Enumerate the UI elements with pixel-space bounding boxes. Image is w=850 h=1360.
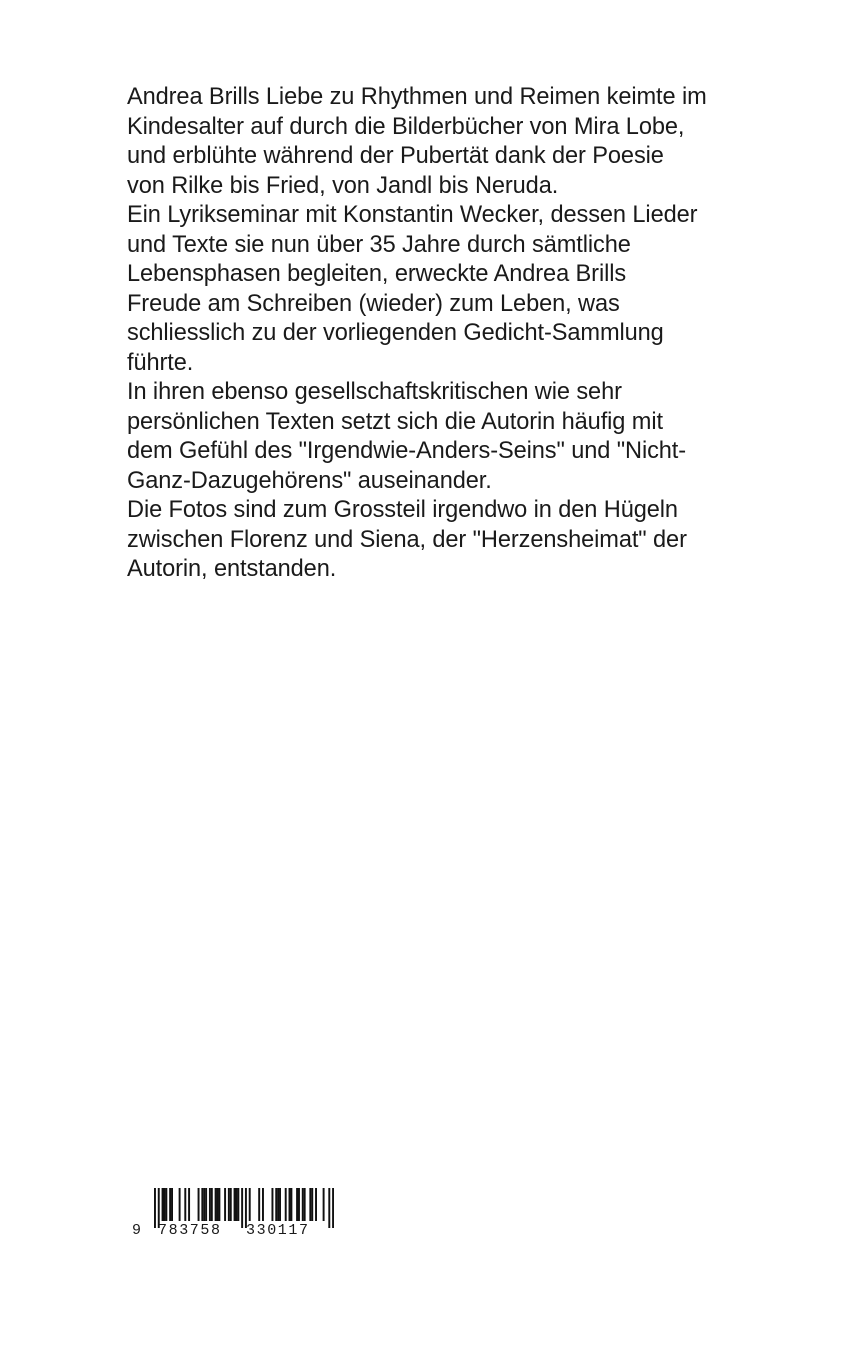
- barcode-bar: [234, 1188, 236, 1221]
- blurb-line: Autorin, entstanden.: [127, 556, 337, 582]
- barcode-bar: [302, 1188, 304, 1221]
- barcode-bar: [217, 1188, 219, 1221]
- barcode-bar: [203, 1188, 205, 1221]
- barcode-bar: [188, 1188, 190, 1221]
- barcode-bar: [315, 1188, 317, 1221]
- barcode-bar: [289, 1188, 291, 1221]
- blurb-line: zwischen Florenz und Siena, der "Herzensheimat" der: [127, 526, 687, 553]
- isbn-barcode: [130, 1188, 340, 1244]
- barcode-lead-digit: 9: [132, 1222, 143, 1239]
- barcode-bar: [249, 1188, 251, 1221]
- barcode-bar: [290, 1188, 292, 1221]
- barcode-bar: [179, 1188, 181, 1221]
- barcode-bar: [304, 1188, 306, 1221]
- blurb-line: von Rilke bis Fried, von Jandl bis Neruda.: [127, 172, 559, 199]
- blurb-line: schliesslich zu der vorliegenden Gedicht-Sammlung: [127, 320, 664, 346]
- barcode-bar: [209, 1188, 211, 1221]
- blurb-line: Kindesalter auf durch die Bilderbücher von Mira Lobe,: [127, 113, 685, 140]
- blurb-line: dem Gefühl des "Irgendwie-Anders-Seins" und "Nicht-: [127, 438, 687, 464]
- barcode-bar: [237, 1188, 239, 1221]
- barcode-bar: [277, 1188, 279, 1221]
- barcode-bar: [205, 1188, 207, 1221]
- barcode-bar: [228, 1188, 230, 1221]
- barcode-bar: [163, 1188, 165, 1221]
- barcode-bar: [184, 1188, 186, 1221]
- barcode-bar: [201, 1188, 203, 1221]
- barcode-bar: [279, 1188, 281, 1221]
- blurb-line: Die Fotos sind zum Grossteil irgendwo in den Hügeln: [127, 497, 678, 523]
- barcode-bar: [271, 1188, 273, 1221]
- barcode-bar: [169, 1188, 171, 1221]
- blurb-line: persönlichen Texten setzt sich die Autorin häufig mit: [127, 408, 663, 435]
- back-cover-blurb: [127, 83, 747, 585]
- barcode-bar: [218, 1188, 220, 1221]
- blurb-line: Lebensphasen begleiten, erweckte Andrea Brills: [127, 261, 627, 287]
- barcode-bar: [332, 1188, 334, 1228]
- barcode-bar: [235, 1188, 237, 1221]
- blurb-line: Andrea Brills Liebe zu Rhythmen und Reimen keimte im: [127, 84, 707, 110]
- blurb-line: Freude am Schreiben (wieder) zum Leben, was: [127, 290, 620, 317]
- barcode-bar: [224, 1188, 226, 1221]
- barcode-bar: [211, 1188, 213, 1221]
- barcode-bar: [298, 1188, 300, 1221]
- blurb-line: und Texte sie nun über 35 Jahre durch sämtliche: [127, 231, 631, 258]
- barcode-bar: [171, 1188, 173, 1221]
- blurb-line: Ein Lyrikseminar mit Konstantin Wecker, dessen Lieder: [127, 202, 698, 228]
- barcode-bar: [296, 1188, 298, 1221]
- barcode-right-digits: 330117: [246, 1222, 310, 1239]
- barcode-bar: [241, 1188, 243, 1228]
- barcode-bar: [258, 1188, 260, 1221]
- barcode-bar: [162, 1188, 164, 1221]
- barcode-bar: [154, 1188, 156, 1228]
- barcode-bar: [165, 1188, 167, 1221]
- barcode-bar: [309, 1188, 311, 1221]
- barcode-left-digits: 783758: [158, 1222, 222, 1239]
- blurb-line: und erblühte während der Pubertät dank der Poesie: [127, 143, 664, 169]
- barcode-bar: [311, 1188, 313, 1221]
- barcode-bar: [285, 1188, 287, 1221]
- barcode-bar: [215, 1188, 217, 1221]
- barcode-bar: [262, 1188, 264, 1221]
- barcode-bar: [198, 1188, 200, 1221]
- barcode-bar: [328, 1188, 330, 1228]
- barcode-bar: [275, 1188, 277, 1221]
- blurb-line: Ganz-Dazugehörens" auseinander.: [127, 467, 492, 494]
- blurb-line: führte.: [127, 349, 194, 376]
- blurb-line: In ihren ebenso gesellschaftskritischen wie sehr: [127, 379, 622, 405]
- barcode-bar: [323, 1188, 325, 1221]
- barcode-bar: [230, 1188, 232, 1221]
